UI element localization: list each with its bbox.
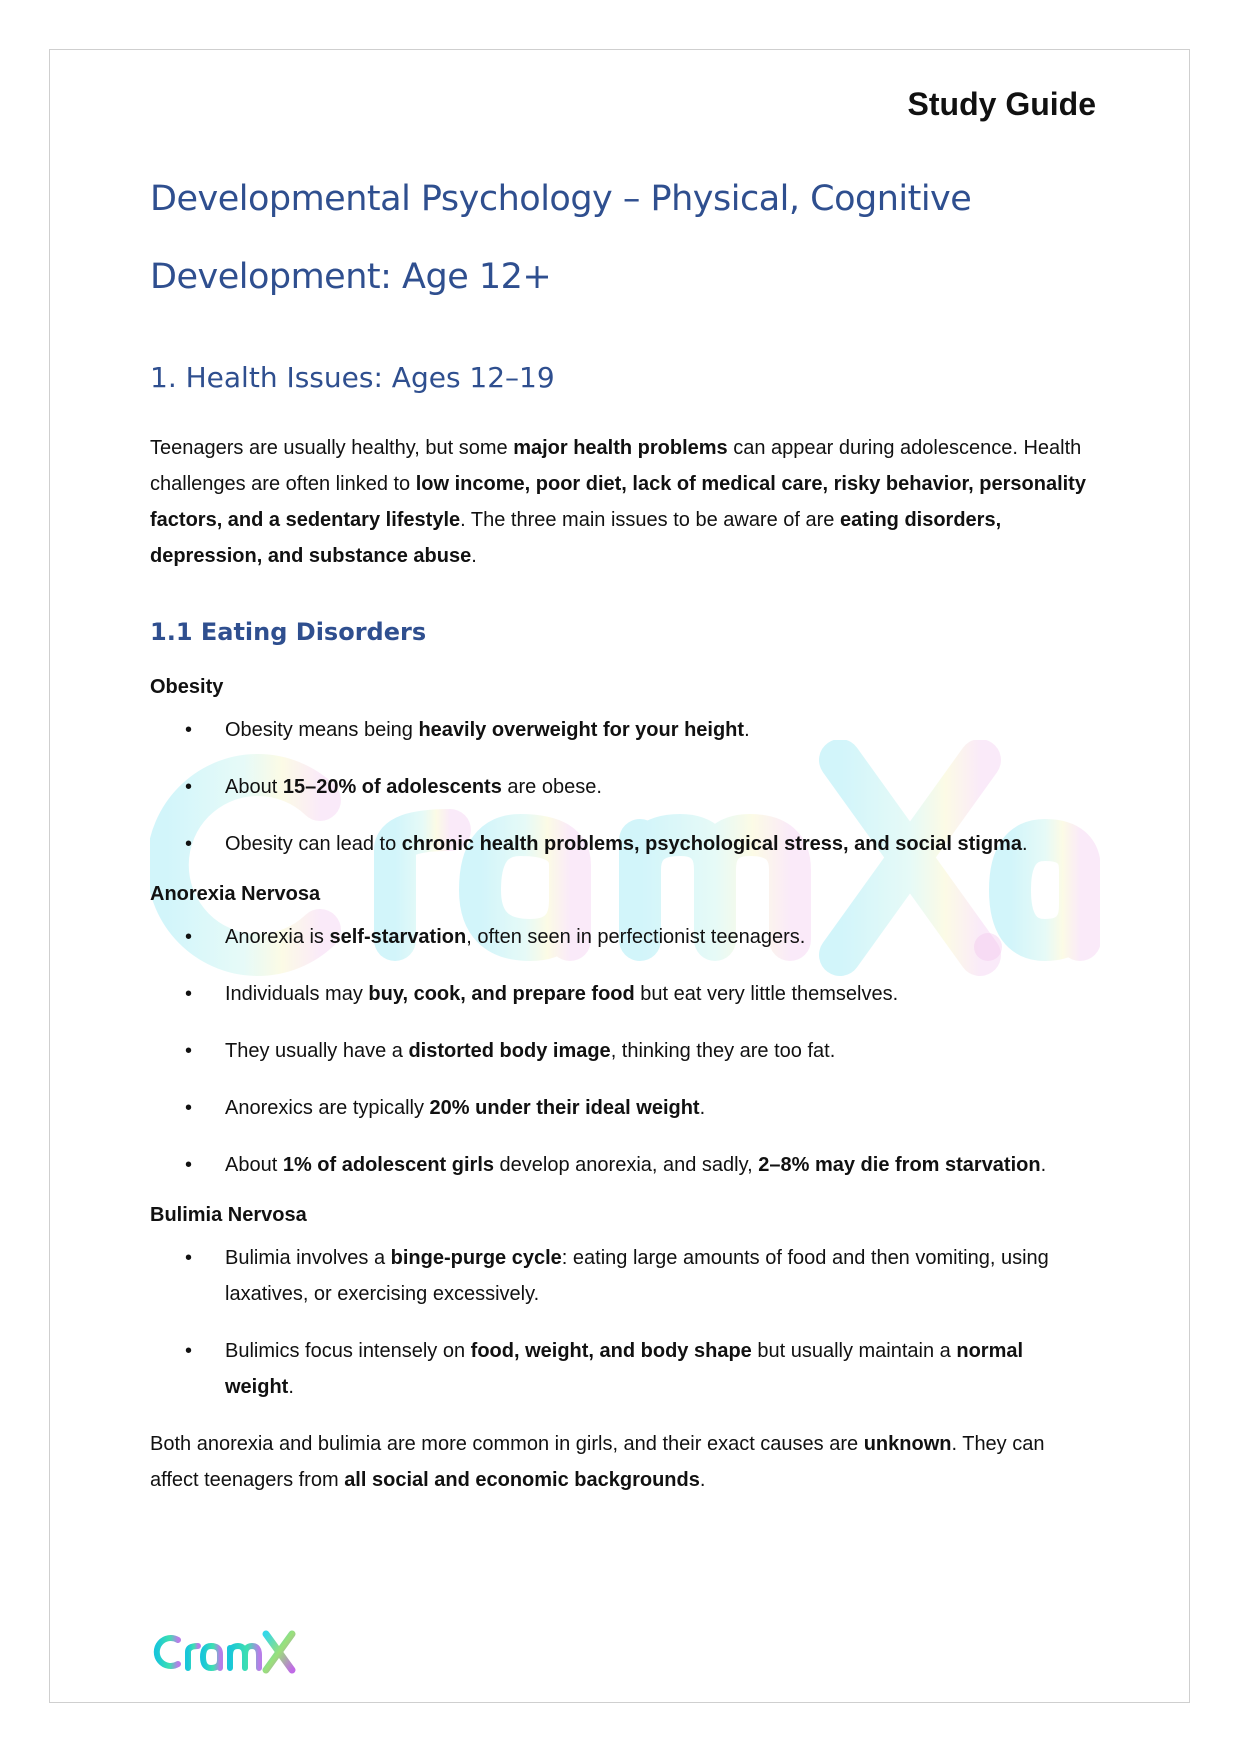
list-item [150,919,1090,955]
bullet-icon: • [185,926,193,948]
item-text: They usually have a [225,1040,409,1062]
subheading-bulimia: Bulimia Nervosa [150,1204,307,1226]
item-text: . [699,1097,706,1119]
list-item [150,826,1090,862]
list-item [150,712,1090,748]
content [150,160,1090,1498]
bullet-icon: • [185,1097,193,1119]
list-item [150,1333,1090,1405]
item-text: Anorexia is [225,926,330,948]
bullet-icon: • [185,719,193,741]
section-heading-eating-disorders: 1.1 Eating Disorders [150,618,427,646]
bullet-icon: • [185,776,193,798]
item-text: . [288,1376,294,1398]
item-text: . [744,719,750,741]
intro-bold-1: major health problems [513,437,728,459]
intro-text-2: can appear during adolescence. Health challenges are often linked to [150,437,1082,495]
item-text: but eat very little themselves. [634,983,899,1005]
cramx-logo [150,1628,300,1676]
item-text: Obesity can lead to [225,833,402,855]
item-bold: chronic health problems, psychological stress, and social stigma [401,833,1022,855]
bulimia-list [150,1240,1090,1405]
item-text: are obese. [501,776,602,798]
item-text: but usually maintain a [751,1340,957,1362]
subheading-obesity: Obesity [150,676,224,698]
item-bold: self-starvation [329,926,467,948]
item-text: About [225,1154,283,1176]
item-bold: normal weight [225,1340,1024,1398]
item-text: . [1040,1154,1047,1176]
item-bold: binge-purge cycle [390,1247,562,1269]
closing-paragraph [150,1426,1090,1498]
list-item [150,976,1090,1012]
item-bold: 1% of adolescent girls [282,1154,494,1176]
intro-bold-3: eating disorders, depression, and substance abuse [150,509,1002,567]
intro-text-3: . The three main issues to be aware of are [460,509,840,531]
item-bold: 15–20% of adolescents [282,776,502,798]
item-bold: heavily overweight for your height [418,719,745,741]
list-item [150,1147,1090,1183]
item-text: . [1021,833,1028,855]
title-line-1: Developmental Psychology – Physical, Cognitive [150,179,972,219]
item-text: : eating large amounts of food and then vomiting, using laxatives, or exercising excessively. [225,1247,1049,1305]
intro-bold-2: low income, poor diet, lack of medical care, risky behavior, personality factors, and a sedentary lifestyle [150,473,1086,531]
anorexia-list [150,919,1090,1183]
obesity-list [150,712,1090,862]
item-text: , often seen in perfectionist teenagers. [466,926,806,948]
subheading-anorexia: Anorexia Nervosa [150,883,321,905]
intro-paragraph [150,430,1090,574]
item-bold: 2–8% may die from starvation [758,1154,1041,1176]
closing-text-1: Both anorexia and bulimia are more common in girls, and their exact causes are [150,1433,864,1455]
document-title [150,160,1090,316]
item-text: , thinking they are too fat. [610,1040,836,1062]
item-text: Obesity means being [225,719,419,741]
bullet-icon: • [185,1040,193,1062]
closing-text-2: . They can affect teenagers from [150,1433,1045,1491]
closing-text-3: . [699,1469,706,1491]
item-text: Anorexics are typically [225,1097,430,1119]
item-bold: distorted body image [408,1040,611,1062]
item-bold: 20% under their ideal weight [429,1097,700,1119]
list-item [150,1090,1090,1126]
bullet-icon: • [185,1247,193,1269]
list-item [150,769,1090,805]
item-text: Bulimics focus intensely on [225,1340,471,1362]
item-bold: food, weight, and body shape [470,1340,752,1362]
bullet-icon: • [185,1340,193,1362]
bullet-icon: • [185,983,193,1005]
list-item [150,1240,1090,1312]
title-line-2: Development: Age 12+ [150,257,552,297]
intro-text-4: . [471,545,477,567]
item-text: develop anorexia, and sadly, [494,1154,759,1176]
closing-bold-1: unknown [863,1433,952,1455]
intro-text-1: Teenagers are usually healthy, but some [150,437,514,459]
item-text: Individuals may [225,983,369,1005]
study-guide-label: Study Guide [907,86,1096,122]
bullet-icon: • [185,833,193,855]
list-item [150,1033,1090,1069]
item-text: Bulimia involves a [225,1247,391,1269]
item-text: About [225,776,283,798]
item-bold: buy, cook, and prepare food [368,983,635,1005]
closing-bold-2: all social and economic backgrounds [344,1469,700,1491]
bullet-icon: • [185,1154,193,1176]
section-heading-health-issues: 1. Health Issues: Ages 12–19 [150,361,555,394]
